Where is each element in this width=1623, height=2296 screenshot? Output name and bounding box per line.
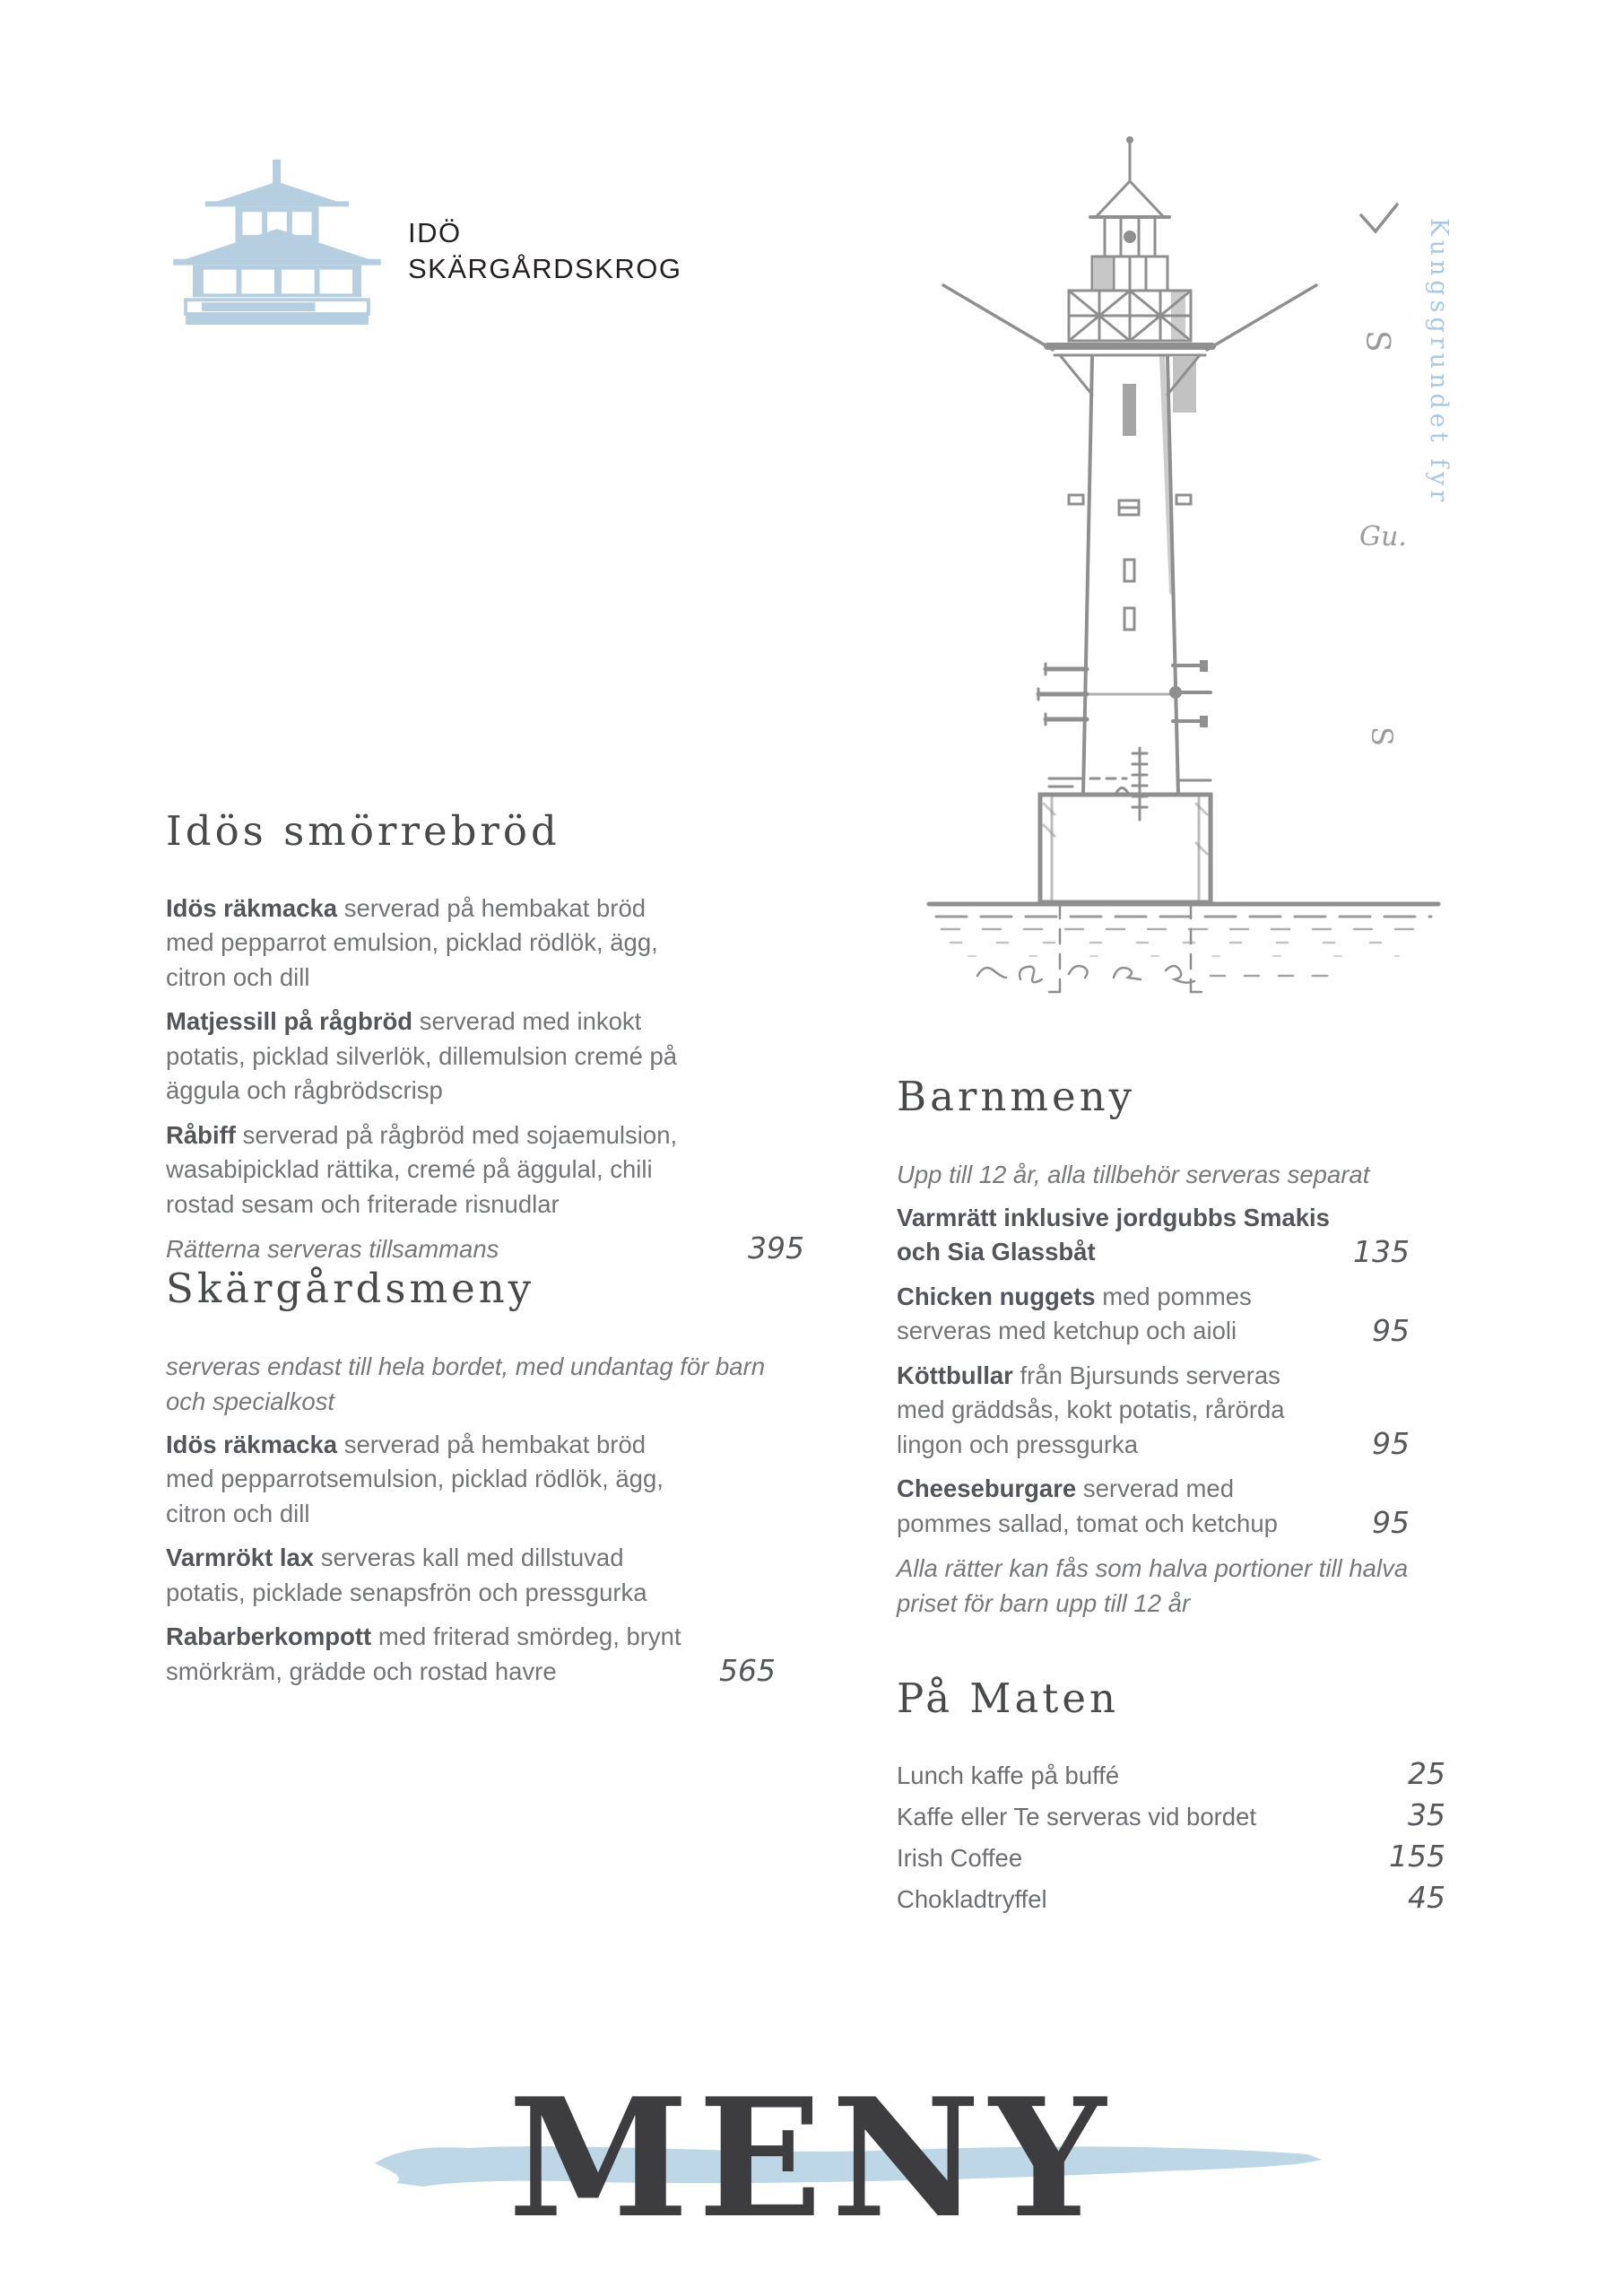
item-price: 45 (1408, 1879, 1445, 1915)
menu-item (897, 1838, 1445, 1879)
annotation-s-lower: S (1365, 726, 1399, 746)
menu-item (166, 1428, 804, 1532)
menu-item (166, 1004, 804, 1109)
item-price: 95 (1372, 1505, 1410, 1540)
menu-item (897, 1472, 1445, 1541)
item-price: 25 (1408, 1755, 1445, 1791)
menu-item (897, 1280, 1445, 1349)
item-name: Kaffe eller Te serveras vid bordet (897, 1802, 1257, 1831)
item-price: 95 (1372, 1426, 1410, 1461)
restaurant-logo (166, 154, 388, 325)
lighthouse-drawing (915, 126, 1453, 1013)
item-desc: serverad med pommes sallad, tomat och ketchup (897, 1474, 1278, 1537)
menu-item (166, 1620, 804, 1689)
section-title: På Maten (897, 1674, 1119, 1722)
item-price: 35 (1408, 1796, 1445, 1832)
menu-item (897, 1755, 1445, 1796)
menu-item (166, 1541, 804, 1610)
menu-column-left (166, 809, 804, 1699)
brand-line2: SKÄRGÅRDSKROG (408, 253, 682, 284)
item-price: 565 (719, 1653, 776, 1688)
section-skargardsmeny (166, 1266, 804, 1689)
item-name: Köttbullar (897, 1361, 1013, 1389)
item-price: 155 (1389, 1838, 1445, 1874)
section-note-row (166, 1231, 804, 1266)
menu-item (166, 1118, 804, 1222)
annotation-s-upper: S (1358, 330, 1395, 352)
item-name: Varmrökt lax (166, 1544, 315, 1571)
section-pa-maten (897, 1676, 1445, 1920)
item-desc: serverad med inkokt potatis, picklad silverlök, dillemulsion cremé på äggula och rågbrödscrisp (166, 1007, 678, 1104)
item-desc: serverad på hembakat bröd med pepparrotsemulsion, picklad rödlök, ägg, citron och dill (166, 1430, 664, 1527)
section-title: Idös smörrebröd (166, 807, 560, 855)
menu-item (897, 1201, 1445, 1270)
item-desc: med friterad smördeg, brynt smörkräm, grädde och rostad havre (166, 1622, 681, 1685)
item-name: Idös räkmacka (166, 893, 338, 922)
brand-wordmark (408, 215, 681, 287)
menu-column-right (897, 1074, 1445, 1920)
section-note: Alla rätter kan fås som halva portioner till halva priset för barn upp till 12 år (897, 1554, 1409, 1617)
menu-item (166, 891, 804, 996)
section-title: Barnmeny (897, 1073, 1136, 1120)
item-name: Lunch kaffe på buffé (897, 1761, 1120, 1789)
section-barnmeny (897, 1074, 1445, 1621)
item-name: Rabarberkompott (166, 1622, 372, 1650)
section-smorrebrod (166, 809, 804, 1266)
lighthouse-label: Kungsgrundet fyr (1425, 218, 1453, 507)
section-intro: Upp till 12 år, alla tillbehör serveras separat (897, 1160, 1370, 1188)
section-note: Rätterna serveras tillsammans (166, 1235, 499, 1263)
item-name: Cheeseburgare (897, 1474, 1077, 1502)
item-price: 95 (1372, 1312, 1410, 1348)
annotation-gu: Gu. (1359, 521, 1407, 552)
item-desc: från Bjursunds serveras med gräddsås, kokt potatis, rårörda lingon och pressgurka (897, 1361, 1285, 1458)
item-name: Irish Coffee (897, 1843, 1023, 1872)
item-name: Idös räkmacka (166, 1430, 338, 1458)
item-price: 135 (1353, 1233, 1410, 1269)
item-price: 395 (748, 1231, 804, 1265)
menu-title: MENY (508, 2062, 1115, 2254)
menu-item (897, 1359, 1445, 1463)
item-desc: med pommes serveras med ketchup och aioli (897, 1282, 1252, 1344)
item-desc: serveras kall med dillstuvad potatis, picklade senapsfrön och pressgurka (166, 1544, 647, 1606)
brand-line1: IDÖ (408, 217, 462, 248)
section-intro: serveras endast till hela bordet, med undantag för barn och specialkost (166, 1352, 766, 1415)
item-name: Råbiff (166, 1120, 236, 1149)
menu-item (897, 1879, 1445, 1920)
item-desc: serverad på hembakat bröd med pepparrot emulsion, picklad rödlök, ägg, citron och dill (166, 893, 658, 991)
section-title: Skärgårdsmeny (166, 1265, 535, 1312)
item-name: Varmrätt inklusive jordgubbs Smakis och Sia Glassbåt (897, 1203, 1330, 1265)
check-annotation-icon (1361, 204, 1397, 231)
item-desc: serverad på rågbröd med sojaemulsion, wasabipicklad rättika, cremé på äggulal, chili rostad sesam och friterade risnudlar (166, 1120, 678, 1218)
item-name: Matjessill på rågbröd (166, 1007, 413, 1035)
item-name: Chicken nuggets (897, 1282, 1096, 1310)
menu-item (897, 1796, 1445, 1838)
item-name: Chokladtryffel (897, 1884, 1047, 1913)
pavilion-icon (166, 154, 388, 325)
